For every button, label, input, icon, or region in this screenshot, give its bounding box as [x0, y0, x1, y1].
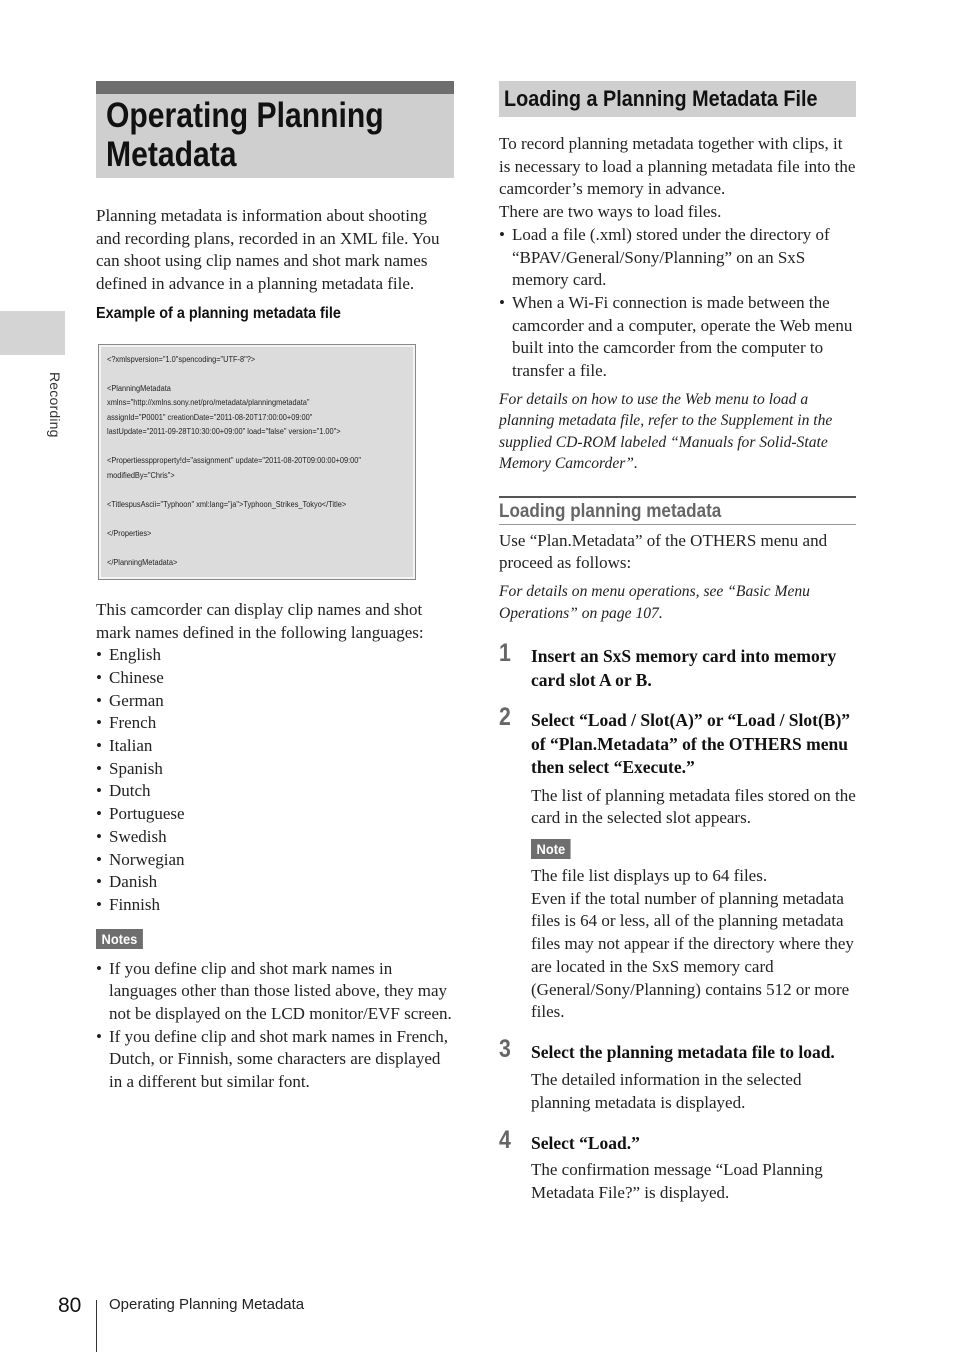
language-item: • Chinese	[96, 667, 454, 690]
xml-line	[107, 439, 372, 454]
xml-line: <PlanningMetadata	[107, 382, 171, 393]
xml-line: <?xmlspversion="1.0"spencoding="UTF-8"?>	[107, 353, 256, 364]
language-item: • Italian	[96, 735, 454, 758]
language-item: • English	[96, 644, 454, 667]
use-instruction: Use “Plan.Metadata” of the OTHERS menu and proceed as follows:	[499, 530, 828, 573]
step-body: The detailed information in the selected planning metadata is displayed.	[531, 1070, 802, 1113]
ways-list	[499, 224, 856, 383]
step-number: 2	[499, 703, 511, 732]
way-item: • Load a file (.xml) stored under the directory of “BPAV/General/Sony/Planning” on an SxS memory card.	[499, 224, 856, 292]
language-item: • Norwegian	[96, 849, 454, 872]
loading-intro: To record planning metadata together with clips, it is necessary to load a planning metadata file into the camcorder’s memory in advance.	[499, 134, 856, 199]
step-1	[499, 639, 856, 692]
language-item: • French	[96, 712, 454, 735]
subsection-heading-box	[499, 496, 856, 525]
step-body: The list of planning metadata files stored on the card in the selected slot appears.	[531, 785, 856, 828]
xml-line: <TitlespusAscii="Typhoon" xml:lang="ja">Typhoon_Strikes_Tokyo</Title>	[107, 498, 347, 509]
left-column	[96, 81, 454, 1094]
language-item: • Spanish	[96, 758, 454, 781]
step-title: Select “Load.”	[531, 1132, 640, 1153]
notes-list	[96, 958, 454, 1094]
step-title: Select the planning metadata file to load.	[531, 1041, 835, 1062]
language-item: • Portuguese	[96, 803, 454, 826]
xml-line: </Properties>	[107, 527, 152, 538]
note-item: • If you define clip and shot mark names in languages other than those listed above, they may not be displayed on the LCD monitor/EVF screen.	[96, 958, 454, 1026]
web-menu-reference: For details on how to use the Web menu to load a planning metadata file, refer to the Supplement in the supplied CD-ROM labeled “Manuals for Solid-State Memory Camcorder”.	[499, 390, 833, 473]
right-column	[499, 81, 856, 1205]
footer-title: Operating Planning Metadata	[109, 1296, 305, 1313]
languages-list	[96, 644, 454, 916]
note-item: • If you define clip and shot mark names in French, Dutch, or Finnish, some characters are displayed in a different but similar font.	[96, 1026, 454, 1094]
note-badge: Note	[531, 839, 571, 859]
step-number: 3	[499, 1034, 511, 1063]
notes-badge-row	[96, 929, 454, 949]
step-4	[499, 1125, 856, 1205]
xml-line	[107, 482, 372, 497]
language-item: • Danish	[96, 871, 454, 894]
language-item: • Finnish	[96, 894, 454, 917]
step-title: Insert an SxS memory card into memory card slot A or B.	[531, 646, 837, 690]
section-tab	[0, 311, 65, 355]
language-item: • Dutch	[96, 780, 454, 803]
note-badge-row	[531, 839, 856, 859]
step-body: The confirmation message “Load Planning Metadata File?” is displayed.	[531, 1160, 823, 1203]
notes-badge: Notes	[96, 929, 143, 949]
section-tab-label: Recording	[47, 372, 63, 438]
page-title-box	[96, 81, 454, 178]
section-heading-box	[499, 81, 856, 117]
xml-line: assignId="P0001" creationDate="2011-08-20T17:00:00+09:00"	[107, 411, 313, 422]
note-line: Even if the total number of planning metadata files is 64 or less, all of the planning metadata files may not appear if the directory where they are located in the SxS memory card (General/Sony/Planning) contains 512 or more files.	[531, 888, 854, 1022]
note-line: The file list displays up to 64 files.	[531, 866, 768, 886]
xml-example-image	[98, 344, 416, 580]
example-heading: Example of a planning metadata file	[96, 304, 341, 322]
xml-line: lastUpdate="2011-09-28T10:30:00+09:00" load="false" version="1.00">	[107, 426, 341, 437]
language-item: • German	[96, 690, 454, 713]
languages-intro: This camcorder can display clip names and shot mark names defined in the following languages:	[96, 599, 424, 642]
section-heading: Loading a Planning Metadata File	[504, 86, 818, 111]
step-3	[499, 1034, 856, 1115]
step-title: Select “Load / Slot(A)” or “Load / Slot(B)” of “Plan.Metadata” of the OTHERS menu then select “Execute.”	[531, 710, 851, 778]
footer-divider	[96, 1300, 97, 1352]
xml-line	[107, 511, 372, 526]
intro-paragraph: Planning metadata is information about shooting and recording plans, recorded in an XML file. You can shoot using clip names and shot mark names defined in advance in a planning metadata file.	[96, 206, 440, 294]
xml-line: </PlanningMetadata>	[107, 556, 178, 567]
ways-intro: There are two ways to load files.	[499, 202, 722, 222]
step-number: 4	[499, 1125, 511, 1154]
step-number: 1	[499, 639, 511, 668]
xml-line: modifiedBy="Chris">	[107, 469, 175, 480]
xml-line	[107, 366, 372, 381]
page-title: Operating Planning Metadata	[106, 96, 384, 174]
xml-line: <Propertiesspproperty!d="assignment" update="2011-08-20T09:00:00+09:00"	[107, 455, 362, 466]
xml-line	[107, 540, 372, 555]
language-item: • Swedish	[96, 826, 454, 849]
menu-reference: For details on menu operations, see “Basic Menu Operations” on page 107.	[499, 583, 810, 622]
xml-line: xmlns="http://xmlns.sony.net/pro/metadata/planningmetadata"	[107, 397, 310, 408]
way-item: • When a Wi-Fi connection is made between the camcorder and a computer, operate the Web menu built into the camcorder from the computer to transfer a file.	[499, 292, 856, 383]
step-2	[499, 703, 856, 1024]
subsection-heading: Loading planning metadata	[499, 500, 722, 522]
page-number: 80	[58, 1294, 82, 1317]
